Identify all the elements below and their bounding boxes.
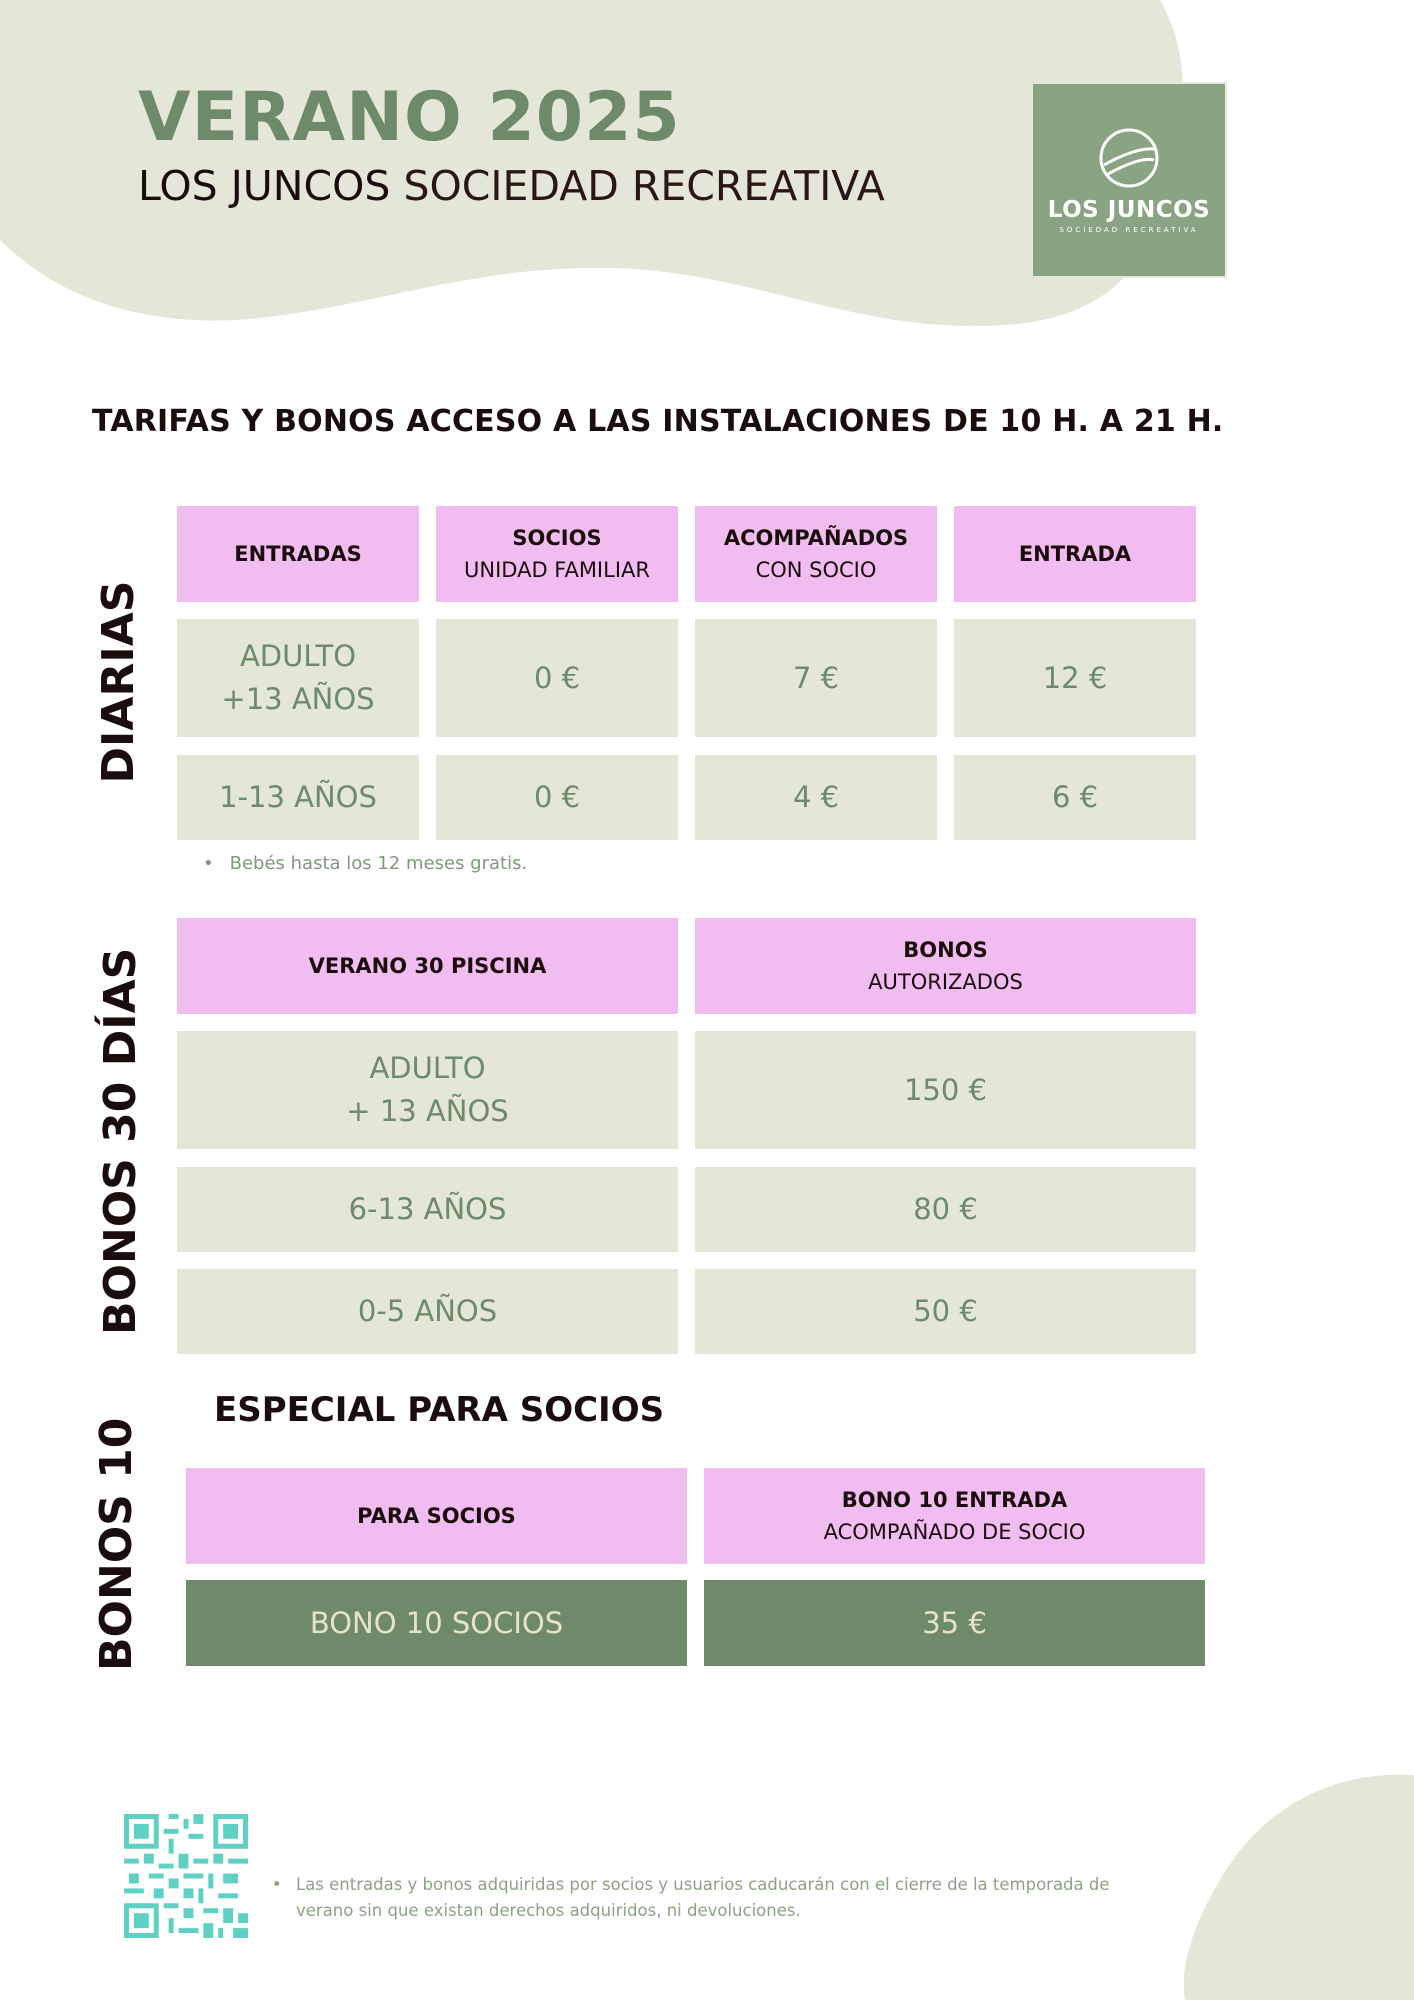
footnote-text: Las entradas y bonos adquiridas por socios y usuarios caducarán con el cierre de la temporada de verano sin que existan derechos adquiridos, ni devoluciones. <box>296 1875 1110 1920</box>
side-label-bonos-10: BONOS 10 <box>91 1417 142 1671</box>
logo <box>1031 82 1227 278</box>
ball-icon <box>1098 127 1160 189</box>
bono10-socios-label: BONO 10 SOCIOS <box>186 1580 687 1666</box>
special-socios-title: ESPECIAL PARA SOCIOS <box>214 1390 665 1430</box>
diarias-row-adulto-socios: 0 € <box>436 619 678 737</box>
page-title: VERANO 2025 <box>138 78 681 157</box>
side-label-diarias: DIARIAS <box>93 580 144 784</box>
subtitle-rest: SOCIEDAD RECREATIVA <box>403 162 885 210</box>
page-subtitle <box>138 162 885 210</box>
header-entradas: ENTRADAS <box>177 506 419 602</box>
bono30-row-nino-price: 80 € <box>695 1167 1196 1252</box>
diarias-row-nino-acompanados: 4 € <box>695 755 937 840</box>
diarias-row-nino-socios: 0 € <box>436 755 678 840</box>
diarias-row-nino-label: 1-13 AÑOS <box>177 755 419 840</box>
footnote-bullet: • <box>272 1875 282 1894</box>
diarias-row-adulto-entrada: 12 € <box>954 619 1196 737</box>
header-bono-10-entrada: BONO 10 ENTRADA ACOMPAÑADO DE SOCIO <box>704 1468 1205 1564</box>
bottom-background-blob <box>1180 1770 1414 2000</box>
babies-note: • Bebés hasta los 12 meses gratis. <box>203 853 527 874</box>
tariffs-heading: TARIFAS Y BONOS ACCESO A LAS INSTALACIONES DE 10 H. A 21 H. <box>92 404 1224 439</box>
header-socios: SOCIOS UNIDAD FAMILIAR <box>436 506 678 602</box>
bono30-row-nino-label: 6-13 AÑOS <box>177 1167 678 1252</box>
diarias-row-adulto-acompanados: 7 € <box>695 619 937 737</box>
bono10-socios-price: 35 € <box>704 1580 1205 1666</box>
expiry-footnote <box>272 1872 1152 1924</box>
header-bonos-autorizados: BONOS AUTORIZADOS <box>695 918 1196 1014</box>
logo-tagline: SOCIEDAD RECREATIVA <box>1059 225 1199 234</box>
bono30-row-adulto-price: 150 € <box>695 1031 1196 1149</box>
header-entrada: ENTRADA <box>954 506 1196 602</box>
side-label-bonos-30: BONOS 30 DÍAS <box>95 947 146 1335</box>
bono30-row-infant-label: 0-5 AÑOS <box>177 1269 678 1354</box>
qr-code-icon <box>124 1814 248 1938</box>
header-acompanados: ACOMPAÑADOS CON SOCIO <box>695 506 937 602</box>
header-verano-30: VERANO 30 PISCINA <box>177 918 678 1014</box>
diarias-row-adulto-label: ADULTO +13 AÑOS <box>177 619 419 737</box>
bono30-row-adulto-label: ADULTO + 13 AÑOS <box>177 1031 678 1149</box>
header-para-socios: PARA SOCIOS <box>186 1468 687 1564</box>
logo-name: LOS JUNCOS <box>1047 196 1211 223</box>
diarias-row-nino-entrada: 6 € <box>954 755 1196 840</box>
bono30-row-infant-price: 50 € <box>695 1269 1196 1354</box>
subtitle-brand: LOS JUNCOS <box>138 162 391 210</box>
